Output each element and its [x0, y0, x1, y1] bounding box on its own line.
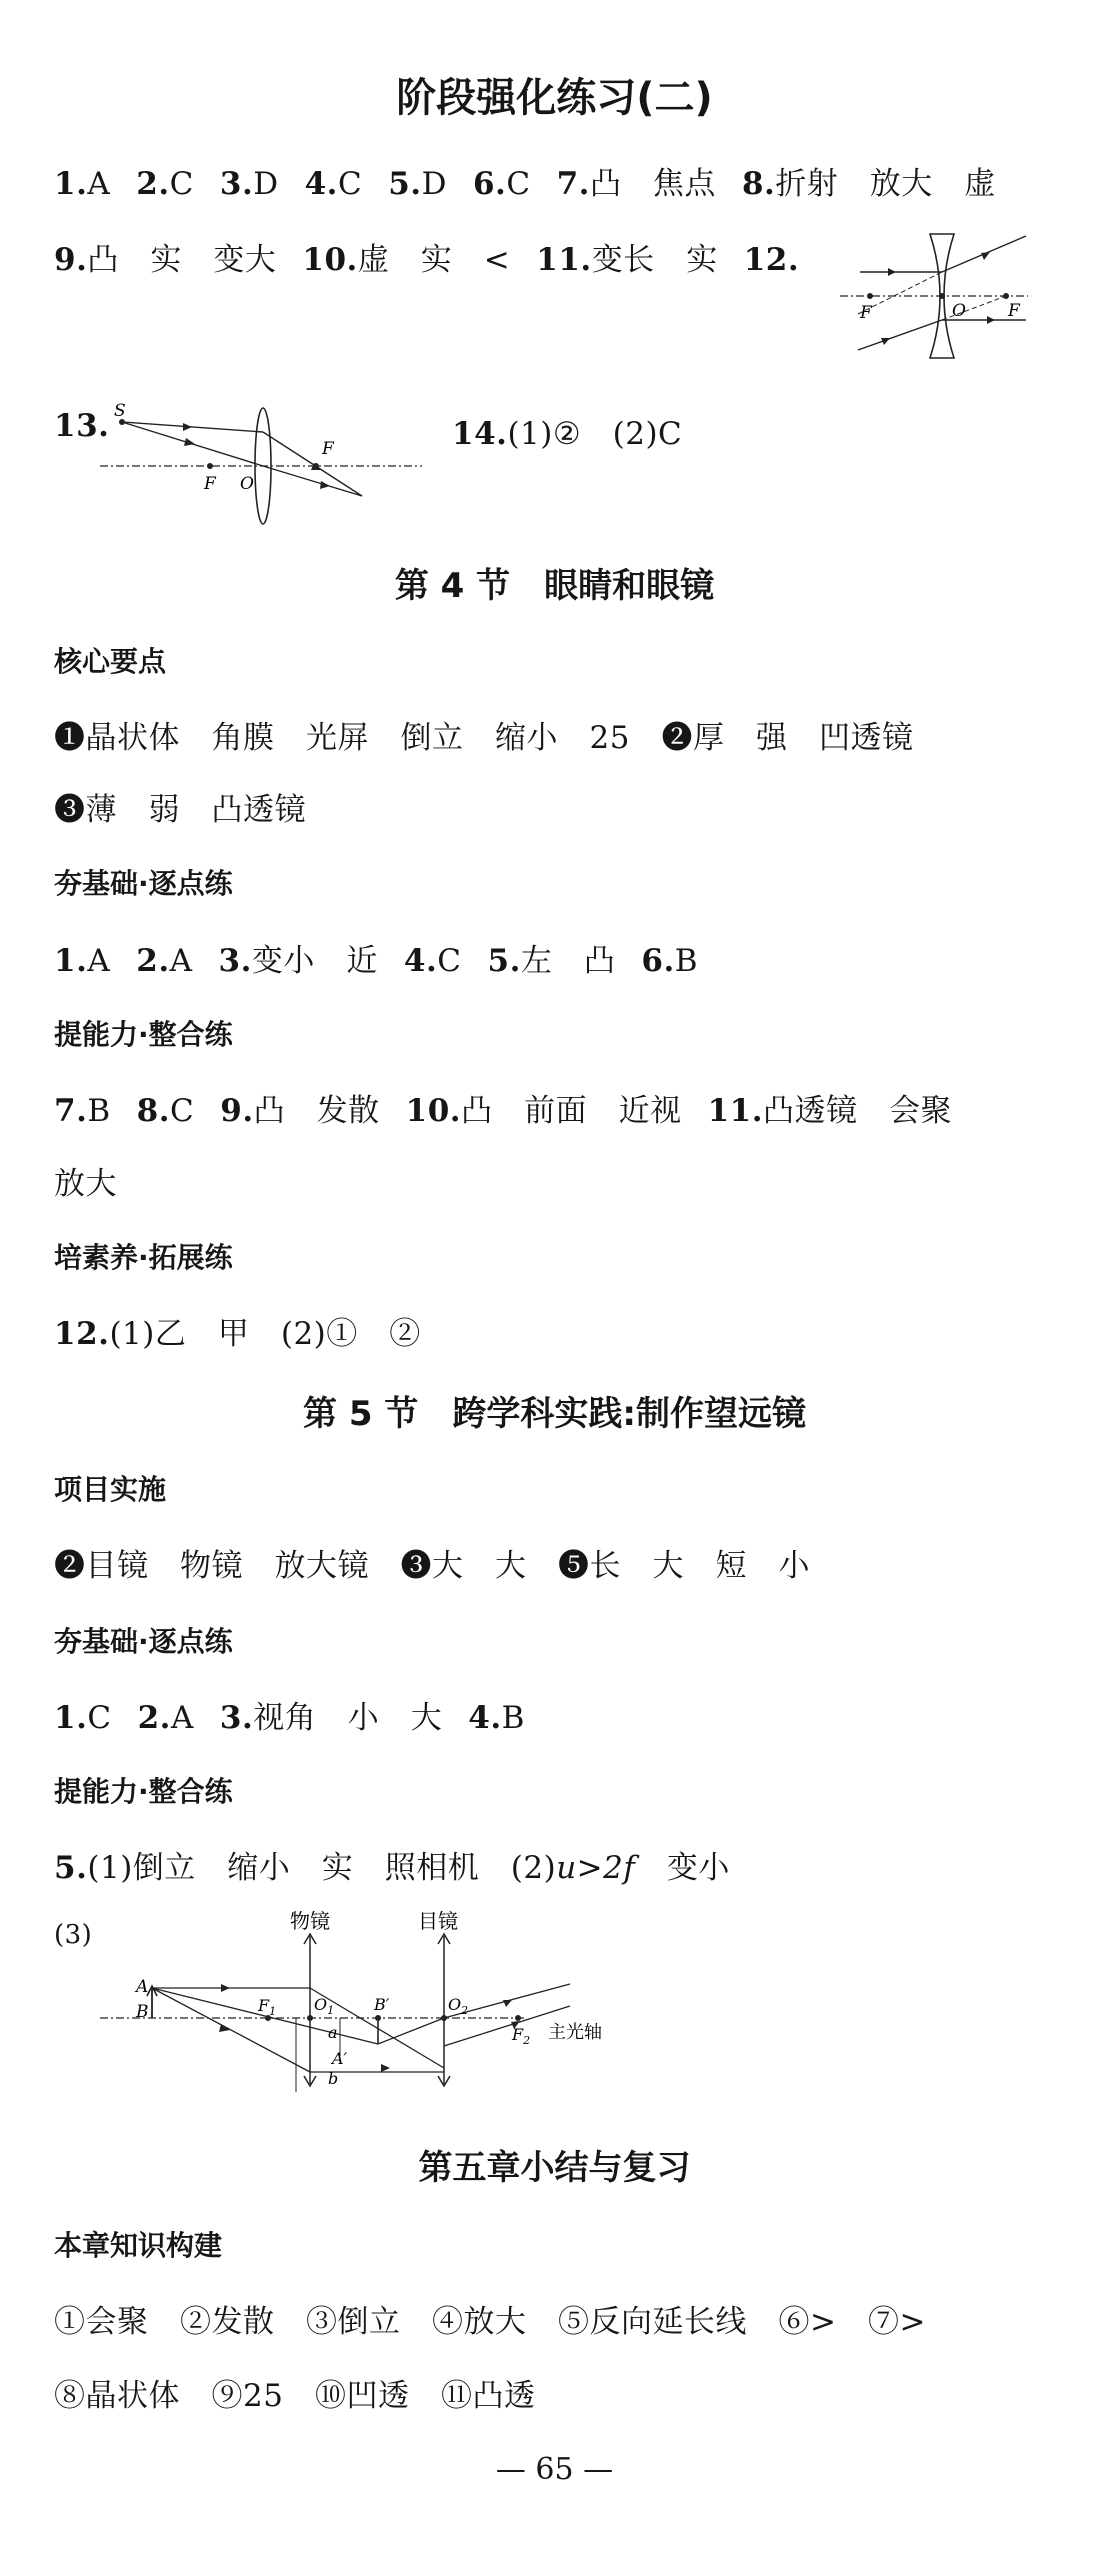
question-number: 7.	[556, 166, 590, 202]
answer-item	[54, 242, 276, 278]
answer-item	[742, 166, 996, 202]
ray-1-incident	[122, 422, 263, 432]
answer-item	[302, 242, 510, 278]
subheading-basic-practice: 夯基础·逐点练	[54, 867, 233, 900]
answer-text: C	[506, 166, 531, 202]
answer-text: 凸 实 变大	[87, 242, 277, 278]
answer-item	[557, 166, 716, 202]
answer-text: 变小 近	[251, 943, 378, 979]
question-number: 4.	[403, 943, 438, 979]
question-number: 3.	[219, 166, 254, 202]
subheading-ability-practice: 提能力·整合练	[54, 1018, 233, 1051]
answer-item	[219, 943, 378, 979]
answers-basic-practice	[54, 935, 724, 980]
label-B: B	[136, 2002, 149, 2022]
answer-item	[708, 1093, 952, 1129]
question-number: 9.	[54, 242, 88, 278]
project-answers: ❷目镜 物镜 放大镜 ❸大 大 ❺长 大 短 小	[54, 1548, 810, 1584]
answer-item	[220, 166, 279, 202]
subheading-basic-practice-5: 夯基础·逐点练	[54, 1625, 233, 1658]
label-F-left: F	[860, 303, 872, 323]
answer-text: 变长 实	[591, 242, 718, 278]
subheading-key-points: 核心要点	[54, 645, 167, 678]
answer-text: B	[674, 943, 699, 979]
answer-14: 14.(1)② (2)C	[452, 416, 683, 452]
label-F-left: F	[204, 474, 216, 494]
answer-text: B	[501, 1700, 525, 1736]
question-number: 11.	[707, 1093, 764, 1129]
answer-item	[473, 166, 531, 202]
answer-5: 5.(1)倒立 缩小 实 照相机 (2)u>2f 变小	[54, 1850, 730, 1886]
answer-text: C	[87, 1700, 112, 1736]
question-number: 1.	[54, 1700, 88, 1736]
answer-text: 视角 小 大	[253, 1700, 443, 1736]
answer-item	[54, 1093, 111, 1129]
answer-row-2	[54, 234, 825, 279]
question-number: 3.	[218, 943, 252, 979]
label-O: O	[952, 301, 966, 321]
key-points-line-1: ❶晶状体 角膜 光屏 倒立 缩小 25 ❷厚 强 凹透镜	[54, 720, 914, 756]
label-b: b	[328, 2069, 339, 2088]
question-number: 2.	[136, 943, 170, 979]
question-number: 1.	[54, 943, 88, 979]
answer-text: 左 凸	[520, 943, 616, 979]
question-number: 10.	[405, 1093, 462, 1129]
ray-to-O2	[378, 2018, 444, 2044]
answer-item	[641, 943, 698, 979]
question-number: 1.	[54, 166, 88, 202]
answer-text: C	[170, 1093, 195, 1129]
incident-ray-2	[858, 320, 942, 350]
answer-text: 凸 前面 近视	[461, 1093, 682, 1129]
O1-point	[307, 2015, 313, 2021]
answer-item	[54, 166, 110, 202]
answer-text: A	[170, 1700, 194, 1736]
answer-item	[536, 242, 717, 278]
page-number: — 65 —	[495, 2452, 614, 2487]
answer-text: D	[253, 166, 279, 202]
question-number: 12.	[743, 242, 800, 278]
figure-13-convex-lens	[100, 400, 430, 525]
subheading-extension-practice: 培素养·拓展练	[54, 1241, 233, 1274]
focus-left-point	[207, 463, 213, 469]
answer-text: 虚 实 <	[357, 242, 511, 278]
subheading-knowledge-map: 本章知识构建	[54, 2229, 223, 2262]
label-F-right: F	[322, 439, 334, 459]
label-B-prime: B′	[374, 1995, 390, 2014]
question-number: 6.	[472, 166, 507, 202]
focus-right-point	[1003, 293, 1009, 299]
answer-text: B	[87, 1093, 111, 1129]
subheading-project: 项目实施	[54, 1473, 167, 1506]
question-number: 8.	[136, 1093, 171, 1129]
focus-right-point	[313, 463, 319, 469]
label-A: A	[136, 1977, 149, 1997]
answer-item	[305, 166, 363, 202]
label-O2: $O_2$	[448, 1995, 469, 2017]
key-points-line-2: ❸薄 弱 凸透镜	[54, 792, 306, 828]
answer-item	[138, 1700, 194, 1736]
answer-item	[137, 1093, 195, 1129]
question-number: 5.	[388, 166, 422, 202]
ray-via-F1	[152, 1988, 310, 2072]
label-F2: $F_2$	[512, 2025, 531, 2047]
question-13-number: 13.	[54, 408, 110, 444]
answer-12: 12.(1)乙 甲 (2)① ②	[54, 1316, 421, 1352]
question-number: 6.	[641, 943, 675, 979]
question-number: 4.	[468, 1700, 502, 1736]
answer-5-part-3: (3)	[54, 1920, 93, 1950]
figure-telescope	[100, 1906, 660, 2096]
label-eyepiece: 目镜	[418, 1909, 458, 1933]
question-number: 11.	[536, 242, 592, 278]
answer-item	[220, 1700, 442, 1736]
answers-ability-practice	[54, 1085, 978, 1130]
answer-item	[54, 943, 110, 979]
answer-text: C	[169, 166, 194, 202]
answer-row-1	[54, 158, 1022, 203]
subheading-ability-practice-5: 提能力·整合练	[54, 1775, 233, 1808]
answer-item	[388, 166, 447, 202]
answer-text: C	[437, 943, 462, 979]
answer-text: A	[87, 943, 111, 979]
question-number: 10.	[302, 242, 358, 278]
ray-2-refracted	[263, 466, 362, 496]
focus-F2-point	[515, 2015, 521, 2021]
answer-item	[488, 943, 616, 979]
chapter-summary-title: 第五章小结与复习	[418, 2148, 691, 2188]
label-S: S	[114, 401, 126, 421]
label-O: O	[240, 474, 254, 494]
section-title-5: 第 5 节 跨学科实践:制作望远镜	[303, 1394, 806, 1434]
knowledge-line-1: ①会聚 ②发散 ③倒立 ④放大 ⑤反向延长线 ⑥> ⑦>	[54, 2304, 926, 2340]
focus-left-point	[867, 293, 873, 299]
question-number: 9.	[220, 1093, 254, 1129]
answer-text: 凸 焦点	[589, 166, 716, 202]
figure-12-concave-lens	[830, 224, 1030, 364]
answer-text: 凸透镜 会聚	[763, 1093, 953, 1129]
answer-text: 凸 发散	[253, 1093, 380, 1129]
answer-item	[54, 1700, 112, 1736]
answer-item	[404, 943, 462, 979]
O2-point	[441, 2015, 447, 2021]
question-number: 7.	[54, 1093, 88, 1129]
label-F1: $F_1$	[258, 1996, 277, 2018]
answer-text: D	[421, 166, 447, 202]
question-number: 3.	[219, 1700, 254, 1736]
answer-item	[136, 943, 192, 979]
label-objective: 物镜	[290, 1909, 330, 1933]
answer-text: A	[87, 166, 111, 202]
label-O1: $O_1$	[314, 1995, 335, 2017]
answer-text: A	[169, 943, 193, 979]
question-number: 4.	[304, 166, 338, 202]
answer-item	[220, 1093, 379, 1129]
answer-text: 折射 放大 虚	[775, 166, 996, 202]
question-number: 8.	[741, 166, 776, 202]
label-A-prime: A′	[332, 2049, 348, 2068]
B-prime-point	[375, 2015, 381, 2021]
question-number: 5.	[487, 943, 521, 979]
question-number: 2.	[136, 166, 170, 202]
label-principal-axis: 主光轴	[548, 2022, 602, 2043]
section-title-stage-practice: 阶段强化练习(二)	[396, 75, 713, 121]
section-title-4: 第 4 节 眼睛和眼镜	[394, 566, 715, 606]
answers-ability-practice-cont: 放大	[54, 1166, 117, 1202]
question-number: 2.	[137, 1700, 171, 1736]
knowledge-line-2: ⑧晶状体 ⑨25 ⑩凹透 ⑪凸透	[54, 2378, 536, 2414]
optical-center-point	[939, 293, 945, 299]
answer-item	[468, 1700, 525, 1736]
answer-item	[136, 166, 194, 202]
answers-basic-practice-5	[54, 1692, 551, 1737]
ray-1-refracted	[263, 432, 362, 496]
label-a: a	[328, 2023, 338, 2042]
answer-item	[406, 1093, 682, 1129]
answer-item	[744, 242, 799, 278]
label-F-right: F	[1008, 301, 1020, 321]
answer-text: C	[337, 166, 363, 202]
